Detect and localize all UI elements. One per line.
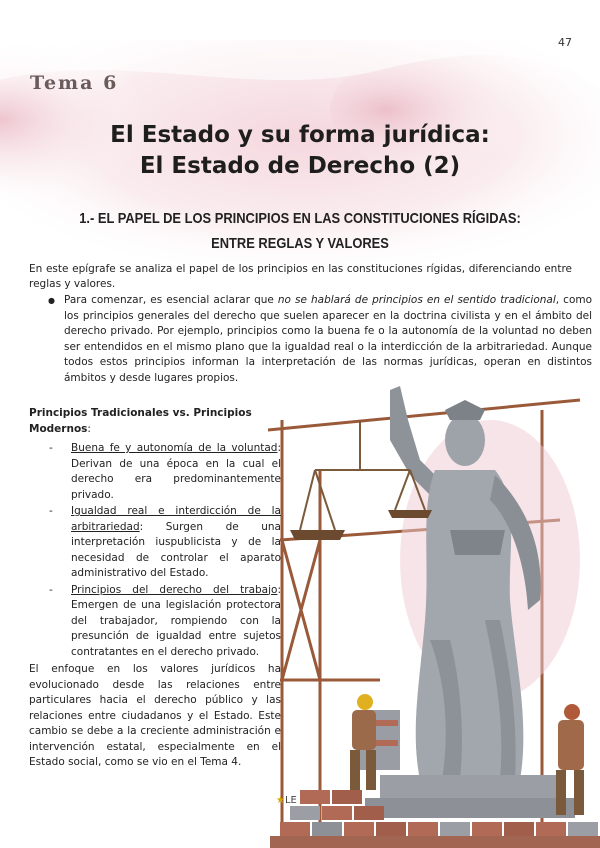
scale-pan-right <box>388 510 432 518</box>
section-heading: 1.- EL PAPEL DE LOS PRINCIPIOS EN LAS CONSTITUCIONES RÍGIDAS: ENTRE REGLAS Y VALORES <box>79 210 521 252</box>
lady-justice-illustration <box>260 380 600 848</box>
list-item: - Igualdad real e interdicción de la arbitrariedad: Surgen de una interpretación iuspublicista y de la necesidad de controlar el aparato administrativo del Estado. <box>49 505 281 579</box>
chapter-label: Tema 6 <box>30 72 119 94</box>
closing-paragraph: El enfoque en los valores jurídicos ha evolucionado desde las relaciones entre particulares hacia el derecho público y las relaciones entre ciudadanos y el Estado. Este cambio se debe a la creciente administración e intervención estatal, especialmente en el Estado social, como se vio en el Tema 4. <box>29 663 281 768</box>
bullet-rest: , como los principios generales del derecho que suelen aparecer en la doctrina civilista y en el ámbito del derecho privado. Por ejemplo, principios como la buena fe o la autonomía de la voluntad no deben ser entendidos en el mismo plano que la igualdad real o la interdicción de la arbitrariedad. Aunque todos estos principios informan la interpretación de las normas jurídicas, operan en distintos ámbitos y desde lugares propios. <box>64 294 593 384</box>
title-line-2: El Estado de Derecho (2) <box>139 153 461 179</box>
star-icon: ★ <box>276 795 285 806</box>
page-title <box>0 120 600 182</box>
left-column <box>29 406 281 771</box>
title-line-1: El Estado y su forma jurídica: <box>110 122 490 148</box>
list-item-term: Principios del derecho del trabajo <box>71 583 278 596</box>
bullet-item <box>64 293 592 386</box>
list-item-term: Igualdad real e interdicción de la arbitrariedad <box>71 505 281 533</box>
list-item-text: : Derivan de una época en la cual el derecho era predominantemente privado. <box>71 442 281 501</box>
worker-left-shape <box>350 694 376 790</box>
watermark-text: LE <box>284 795 297 806</box>
list-item: - Principios del derecho del trabajo: Emergen de una legislación protectora del trabajador, rompiendo con la presunción de igualdad entre sujetos contratantes en el derecho privado. <box>49 583 281 658</box>
page-number: 47 <box>558 36 572 49</box>
bullet-list <box>44 293 592 386</box>
list-item: - Buena fe y autonomía de la voluntad: Derivan de una época en la cual el derecho era predominantemente privado. <box>49 442 281 501</box>
watermark <box>276 795 297 806</box>
subheading-colon: : <box>87 422 91 435</box>
subheading <box>29 406 281 437</box>
pedestal-shape <box>365 775 575 818</box>
scale-pan-left <box>290 530 345 540</box>
bullet-emphasis: no se hablará de principios en el sentido tradicional <box>277 294 556 306</box>
intro-paragraph: En este epígrafe se analiza el papel de los principios en las constituciones rígidas, diferenciando entre reglas y valores. <box>29 263 572 290</box>
dash-list <box>29 441 281 660</box>
subheading-text: Principios Tradicionales vs. Principios Modernos <box>29 407 252 435</box>
list-item-text: : Surgen de una interpretación iuspublicista y de la necesidad de controlar el aparato administrativo del Estado. <box>71 520 281 579</box>
bullet-lead: Para comenzar, es esencial aclarar que <box>64 294 278 306</box>
list-item-term: Buena fe y autonomía de la voluntad <box>71 442 278 454</box>
list-item-text: : Emergen de una legislación protectora del trabajador, rompiendo con la presunción de igualdad entre sujetos contratantes en el derecho privado. <box>71 583 281 658</box>
